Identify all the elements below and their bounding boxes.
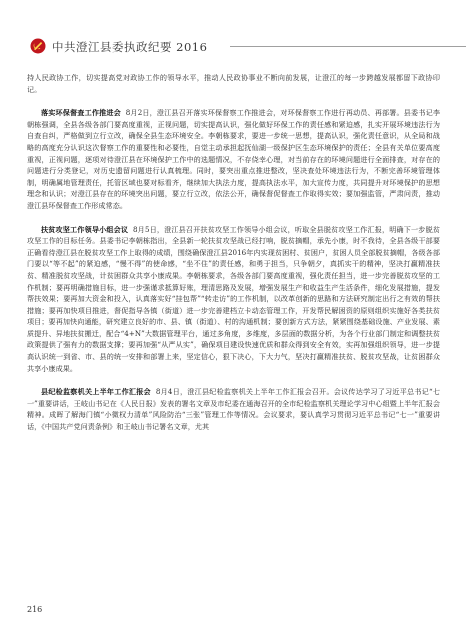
section-paragraph — [27, 386, 440, 432]
section-heading: 县纪检监察机关上半年工作汇报会 — [41, 387, 151, 397]
section-heading: 扶贫攻坚工作领导小组会议 — [41, 224, 129, 234]
section-text: 8月5日，澄江县召开扶贫攻坚工作领导小组会议，听取全县脱贫攻坚工作汇报，明确下一步脱贫攻坚工作的目标任务。县委书记李朝栋指出，全县新一轮扶贫攻坚战已经打响，脱贫摘帽，承先小康，时不我待，全县各级干部要正确看待澄江县在脱贫攻坚工作上取得的成绩，围绕确保澄江县2016年内实现贫困村、贫困户，贫困人员全部脱贫摘帽，各级各部门要以“等不起”的紧迫感，“慢不得”的使命感，“坐不住”的责任感，和勇于担当，只争朝夕，真抓实干的精神，坚决打赢精准扶贫、精准脱贫攻坚战，计贫困群众共享小康成果。李朝栋要求，各级各部门要高度重视，强化责任担当，进一步完善脱贫攻坚的工作机制；要再明确措施目标，进一步强谨求抵算好账，理清思路及发展，增强发展生产和收益生产生活条件，细化发展措施，提发帮扶效果；要再加大资金和投入，认真落实好“挂包帮”“转走访”的工作机制，以改革创新的思路和方法研究制定出行之有效的帮扶措施；要再加快项目推进，督促指导各镇（街道）进一步完善建档立卡动态管理工作，开发帮民解困资的原则组织实施好各类扶贫项目；要再加快向通能，研究建立良好的市、县、镇（街道）、村的沟通机制；要创新方式方法，紧紧围绕基础设施、产业发展、素质提升、异地扶贫搬迁，配合“4+N”大数据管理平台，通过多角度，多维度，多层面的数据分析，为各个行业部门制定和调整扶贫政策提供了强有力的数据支撑；要再加强“从严从实”，确保项目建设快速优质和群众得到安全有效，实再加强组织领导，进一步提高认识统一到省、市、县的统一安排和部署上来，坚定信心，狠下决心，下大力气，坚决打赢精准扶贫、脱贫攻坚战，让贫困群众共享小康成果。 — [27, 224, 440, 373]
page-number: 216 — [27, 605, 43, 614]
section-text: 8月2日，澄江县召开落实环保督察工作推进会，对环保督察工作进行再动员、再部署。县委书记李朝栋强调，全县各级各部门要高度重视，正视问题，切实提高认识，强化做好环保工作的责任感和紧迫感，扎实开展环境违法行为自查自纠，严格做到立行立改，确保全县生态环境安全。李朝栋要求，要进一步统一思想，提高认识，强化责任意识，从全局和战略的高度充分认识这次督察工作的重要性和必要性，自觉主动承担起抚仙湖一级保护区生态环境保护的责任；全县有关单位要高度重视，正视问题，逐项对待澄江县在环境保护工作中的选题情况，不存侥幸心理，对当前存在的环境问题进行全面排查，对存在的问题进行分类登记，对历史遗留问题进行认真梳理。同时，要突出重点推进整改，坚决查处环境违法行为，不断完善环境管理体制，明确属地管理责任，托管区域也要对标看齐，继续加大执法力度，提高执法水平，加大宣传力度，共同提升对环境保护的思想理念和认识；对澄江县存在的环境突出问题，要立行立改，依法公开，确保督促督查工作取得实效；要加强监管，严肃问责，推动澄江县环保督查工作形成常态。 — [27, 108, 440, 210]
section-heading: 落实环保督查工作推进会 — [41, 108, 121, 118]
section-paragraph — [27, 224, 440, 375]
party-emblem-icon — [30, 38, 46, 54]
page-content — [27, 72, 440, 433]
running-header — [30, 38, 440, 56]
header-title: 中共澄江县委执政纪要 2016 — [52, 40, 208, 54]
section-paragraph — [27, 107, 440, 211]
header-rule — [230, 46, 466, 47]
intro-paragraph: 持人民政协工作，切实提高党对政协工作的领导水平，推动人民政协事业不断向前发展，让澄江的每一步跨越发展都留下政协印记。 — [27, 73, 440, 94]
section-text: 8月4日，澄江县纪检监察机关上半年工作汇报会召开。会议传达学习了习近平总书记“七一”重要讲话，王岐山书记在《人民日报》发表的署名文章及市纪委在通海召开的全市纪检监察机关理论学习中心组暨上半年汇报会精神。成晖了解海门镇“小微权力清单”风险防治“三张”管理工作等情况。会议要求，要认真学习贯彻习近平总书记“七一”重要讲话，《中国共产党问责条例》和王岐山书记署名文章，尤其 — [27, 387, 440, 432]
